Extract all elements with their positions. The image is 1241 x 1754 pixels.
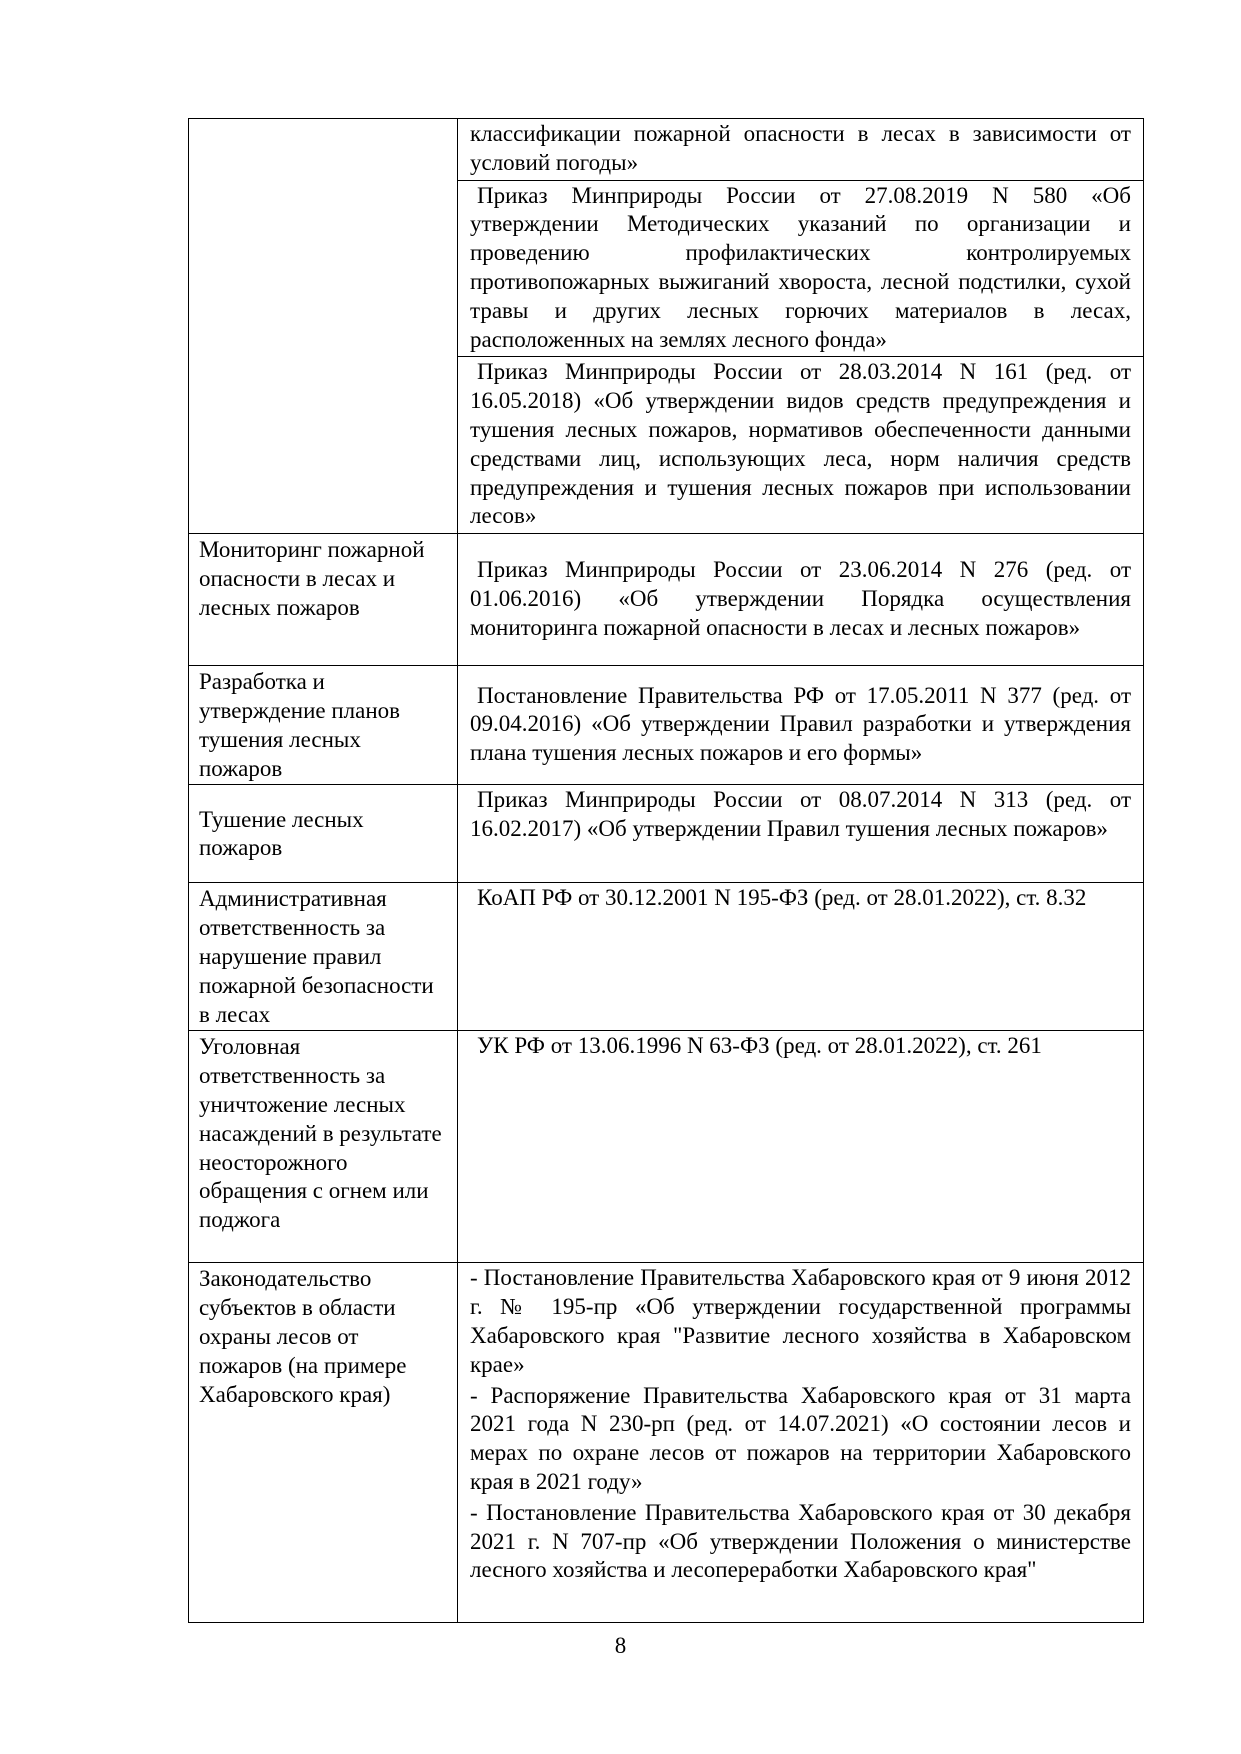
table-row [189, 1031, 1144, 1263]
topic-text [189, 119, 457, 122]
doc-entry: Приказ Минприроды России от 08.07.2014 N 313 (ред. от 16.02.2017) «Об утверждении Правил тушения лесных пожаров» [470, 787, 1131, 842]
doc-cell [458, 666, 1144, 785]
topic-text: Тушение лесных пожаров [199, 806, 364, 861]
doc-cell [458, 119, 1144, 181]
doc-entry: Приказ Минприроды России от 23.06.2014 N 276 (ред. от 01.06.2016) «Об утверждении Порядка осуществления мониторинга пожарной опасности в лесах и лесных пожаров» [470, 556, 1131, 640]
doc-cell [458, 180, 1144, 357]
table-row [189, 119, 1144, 181]
doc-entry: - Постановление Правительства Хабаровского края от 9 июня 2012 г. № 195-пр «Об утверждении государственной программы Хабаровского края "Развитие лесного хозяйства в Хабаровском крае» [470, 1265, 1131, 1377]
topic-text: Административная ответственность за нарушение правил пожарной безопасности в лесах [199, 886, 434, 1027]
doc-entry: Приказ Минприроды России от 27.08.2019 N 580 «Об утверждении Методических указаний по организации и проведению профилактических контролируемых противопожарных выжиганий хвороста, лесной подстилки, сухой травы и других лесных горючих материалов в лесах, расположенных на землях лесного фонда» [470, 182, 1131, 352]
legal-acts-table [188, 118, 1144, 1623]
doc-entry: - Распоряжение Правительства Хабаровского края от 31 марта 2021 года N 230-рп (ред. от 14.07.2021) «О состоянии лесов и мерах по охране лесов от пожаров на территории Хабаровского края в 2021 году» [470, 1382, 1131, 1494]
doc-entry: Постановление Правительства РФ от 17.05.2011 N 377 (ред. от 09.04.2016) «Об утверждении Правил разработки и утверждения плана тушения лесных пожаров и его формы» [470, 682, 1131, 766]
page-number: 8 [614, 1633, 627, 1658]
topic-text: Уголовная ответственность за уничтожение лесных насаждений в результате неосторожного обращения с огнем или поджога [199, 1034, 442, 1233]
doc-entry: Приказ Минприроды России от 28.03.2014 N 161 (ред. от 16.05.2018) «Об утверждении видов средств предупреждения и тушения лесных пожаров, нормативов обеспеченности данными средствами лиц, использующих леса, норм наличия средств предупреждения и тушения лесных пожаров при использовании лесов» [470, 359, 1131, 529]
topic-cell [189, 1031, 458, 1263]
doc-cell [458, 1263, 1144, 1623]
topic-text: Законодательство субъектов в области охраны лесов от пожаров (на примере Хабаровского края) [199, 1266, 407, 1407]
table-row [189, 883, 1144, 1031]
doc-cell [458, 534, 1144, 666]
topic-cell [189, 534, 458, 666]
topic-cell [189, 883, 458, 1031]
topic-cell [189, 1263, 458, 1623]
doc-entry: УК РФ от 13.06.1996 N 63-ФЗ (ред. от 28.01.2022), ст. 261 [477, 1033, 1042, 1059]
table-row [189, 785, 1144, 883]
doc-cell [458, 883, 1144, 1031]
topic-cell [189, 666, 458, 785]
topic-text: Разработка и утверждение планов тушения лесных пожаров [199, 669, 401, 781]
doc-cell [458, 357, 1144, 534]
topic-cell [189, 119, 458, 534]
doc-entry: - Постановление Правительства Хабаровского края от 30 декабря 2021 г. N 707-пр «Об утверждении Положения о министерстве лесного хозяйства и лесопереработки Хабаровского края" [470, 1499, 1131, 1583]
table-row [189, 1263, 1144, 1623]
table-row [189, 666, 1144, 785]
doc-cell [458, 1031, 1144, 1263]
topic-cell [189, 785, 458, 883]
doc-entry: КоАП РФ от 30.12.2001 N 195-ФЗ (ред. от 28.01.2022), ст. 8.32 [477, 885, 1087, 911]
doc-entry: классификации пожарной опасности в лесах в зависимости от условий погоды» [470, 121, 1131, 175]
table-row [189, 534, 1144, 666]
topic-text: Мониторинг пожарной опасности в лесах и лесных пожаров [199, 537, 425, 620]
doc-cell [458, 785, 1144, 883]
